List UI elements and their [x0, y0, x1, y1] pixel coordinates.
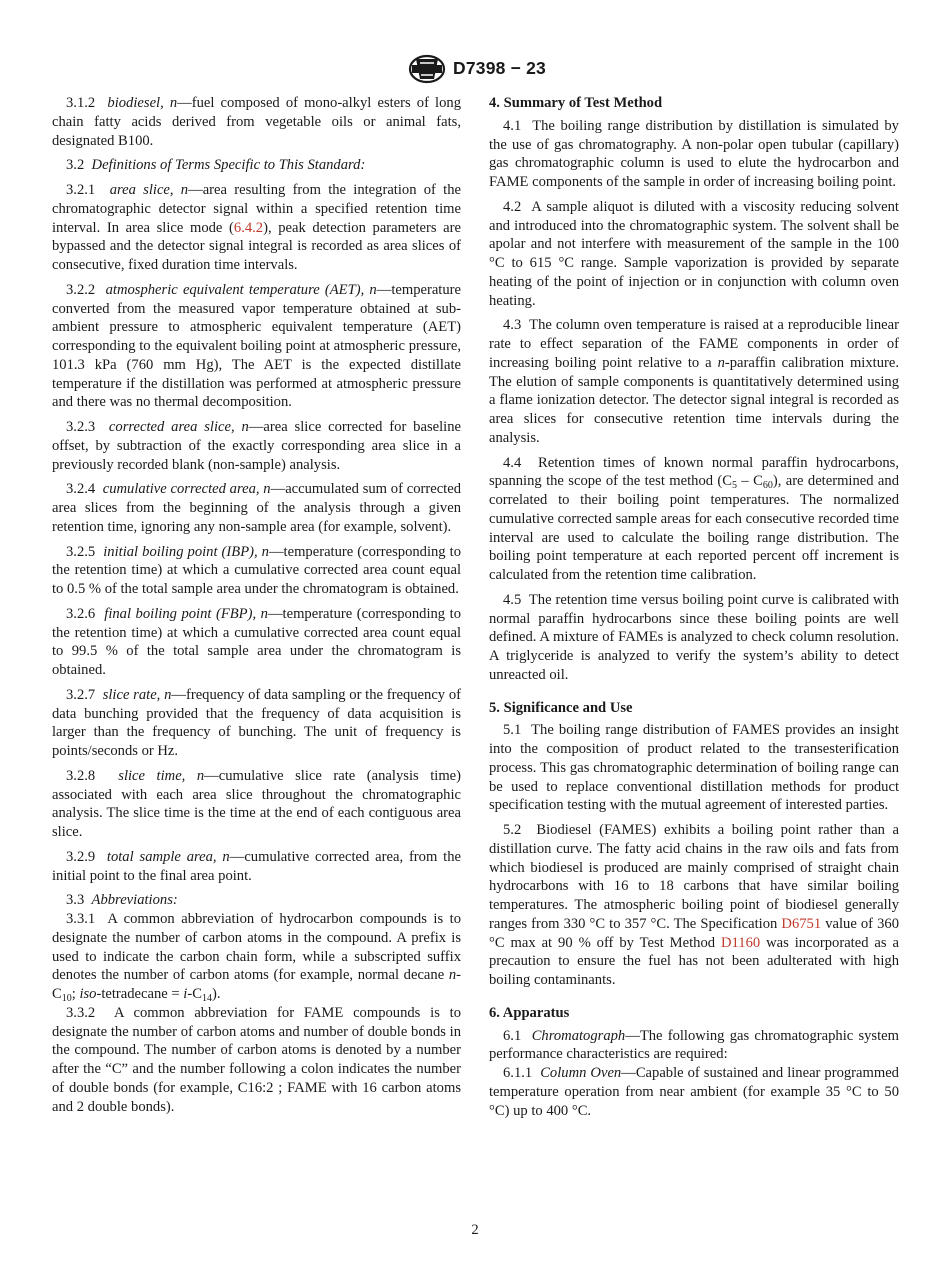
definition-3-2-5: 3.2.5 initial boiling point (IBP), n—temperature (corresponding to the retention time) at which a cumulative corrected area count equal to 0.5 % of the total sample area under the chromatogram is obtained.	[52, 543, 461, 597]
page-number: 2	[471, 1222, 479, 1238]
definition-3-2-2: 3.2.2 atmospheric equivalent temperature (AET), n—temperature converted from the measured vapor temperature obtained at sub-ambient pressure to atmospheric equivalent temperature (AET) corresponding to the equivalent boiling point at atmospheric pressure, 101.3 kPa (760 mm Hg), The AET is the expected distillate temperature if the distillation was performed at atmospheric pressure and there was no thermal decomposition.	[52, 281, 461, 411]
paragraph-5-1: 5.1 The boiling range distribution of FAMES provides an insight into the composition of product related to the transesterification process. This gas chromatographic determination of boiling range can be used to replace conventional distillation methods for product specification testing with the mutual agreement of interested parties.	[489, 722, 899, 814]
astm-logo-icon	[408, 54, 446, 84]
section-heading-5: 5. Significance and Use	[489, 699, 633, 716]
reference-link-6-4-2[interactable]: 6.4.2	[233, 219, 264, 236]
section-3-3: 3.3 Abbreviations:	[66, 892, 178, 909]
definition-3-2-3: 3.2.3 corrected area slice, n—area slice corrected for baseline offset, by subtraction of the exactly corresponding area slice in a previously recorded blank (non-sample) analysis.	[52, 419, 461, 473]
document-id: D7398 − 23	[453, 58, 546, 78]
paragraph-4-4: 4.4 Retention times of known normal paraffin hydrocarbons, spanning the scope of the test method $(C_5 - C_{60})$, are determined and correlated to their boiling point temperatures. The normalized cumulative corrected sample areas for each consecutive recorded time interval are used to calculate the boiling range distribution. The boiling point temperature at each reported percent off increment is calculated from the retention time calibration.	[489, 454, 900, 583]
definition-3-2-1: 3.2.1 area slice, n—area resulting from the integration of the chromatographic detector signal within a specified retention time interval. In area slice mode (6.4.2), peak detection parameters are bypassed and the detector signal integral is recorded as area slices of consecutive, fixed duration time intervals.	[52, 182, 461, 273]
paragraph-4-1: 4.1 The boiling range distribution by distillation is simulated by the use of gas chromatography. A non-polar open tubular (capillary) gas chromatographic column is used to elute the hydrocarbon and FAME components of the sample in order of increasing boiling point.	[489, 117, 899, 190]
reference-link-d1160[interactable]: D1160	[721, 934, 761, 951]
definition-3-2-7: 3.2.7 slice rate, n—frequency of data sampling or the frequency of data bunching provided that the frequency of data acquisition is larger than the frequency of bunching. The unit of frequency is points/seconds or Hz.	[52, 686, 462, 759]
section-3-2: 3.2 Definitions of Terms Specific to This Standard:	[66, 157, 366, 174]
section-heading-4: 4. Summary of Test Method	[489, 95, 663, 111]
abbreviation-3-3-2: 3.3.2 A common abbreviation for FAME compounds is to designate the number of carbon atoms and number of double bonds in the compound. The number of carbon atoms is denoted by a number after the “C” and the number following a colon indicates the number of double bonds (for example, C16:2 ; FAME with 16 carbon atoms and 2 double bonds).	[52, 1004, 462, 1115]
section-heading-6: 6. Apparatus	[489, 1004, 570, 1021]
reference-link-d6751[interactable]: D6751	[781, 915, 822, 932]
abbreviation-3-3-1: 3.3.1 A common abbreviation of hydrocarbon compounds is to designate the number of carbon atoms in the compound. A prefix is used to indicate the carbon chain form, while a subscripted suffix denotes the number of carbon atoms (for example, normal decane $n-C_{10}$; iso-tetradecane = $i-C_{14}$).	[52, 911, 461, 1004]
definition-3-2-4: 3.2.4 cumulative corrected area, n—accumulated sum of corrected area slices from the beginning of the analysis through a given retention time, ignoring any non-sample area (for example, solvent).	[52, 481, 462, 535]
definition-3-2-9: 3.2.9 total sample area, n—cumulative corrected area, from the initial point to the final area point.	[52, 848, 462, 884]
page-header	[0, 54, 950, 86]
definition-3-2-8: 3.2.8 slice time, n—cumulative slice rate (analysis time) associated with each area slice throughout the chromatographic analysis. The slice time is the time at the end of each contiguous area slice.	[52, 767, 462, 840]
definition-3-1-2: 3.1.2 biodiesel, n—fuel composed of mono-alkyl esters of long chain fatty acids derived from vegetable oils or animal fats, designated B100.	[52, 95, 462, 149]
paragraph-6-1: 6.1 Chromatograph—The following gas chromatographic system performance characteristics are required:	[489, 1027, 899, 1063]
left-column	[52, 94, 461, 1122]
paragraph-4-5: 4.5 The retention time versus boiling point curve is calibrated with normal paraffin hydrocarbons since these boiling points are well defined. A mixture of FAMEs is analyzed to check column resolution. A triglyceride is analyzed to verify the system’s ability to detect unreacted oil.	[489, 591, 899, 683]
paragraph-4-2: 4.2 A sample aliquot is diluted with a viscosity reducing solvent and introduced into the chromatographic system. The solvent shall be apolar and not interfere with measurement of the sample in the 100 °C to 615 °C range. Sample vaporization is provided by separate heating of the point of injection or in conjunction with column oven heating.	[489, 198, 899, 309]
paragraph-5-2: 5.2 Biodiesel (FAMES) exhibits a boiling point rather than a distillation curve. The fatty acid chains in the raw oils and fats from which biodiesel is produced are mainly comprised of straight chain hydrocarbons with 16 to 18 carbons that have similar boiling temperatures. The atmospheric boiling point of biodiesel generally ranges from 330 °C to 357 °C. The Specification D6751 value of 360 °C max at 90 % off by Test Method D1160 was incorporated as a precaution to ensure the fuel has not been adulterated with high boiling contaminants.	[489, 822, 900, 988]
paragraph-4-3: 4.3 The column oven temperature is raised at a reproducible linear rate to effect separation of the FAME components in order of increasing boiling point relative to a n-paraffin calibration mixture. The elution of sample components is quantitatively determined using a flame ionization detector. The detector signal integral is recorded as area slices for consecutive retention time intervals during the analysis.	[489, 317, 899, 446]
definition-3-2-6: 3.2.6 final boiling point (FBP), n—temperature (corresponding to the retention time) at which a cumulative corrected area count equal to 99.5 % of the total sample area under the chromatogram is obtained.	[52, 605, 461, 678]
paragraph-6-1-1: 6.1.1 Column Oven—Capable of sustained and linear programmed temperature operation from near ambient (for example 35 °C to 50 °C) up to 400 °C.	[489, 1065, 899, 1119]
right-column	[489, 94, 899, 1126]
